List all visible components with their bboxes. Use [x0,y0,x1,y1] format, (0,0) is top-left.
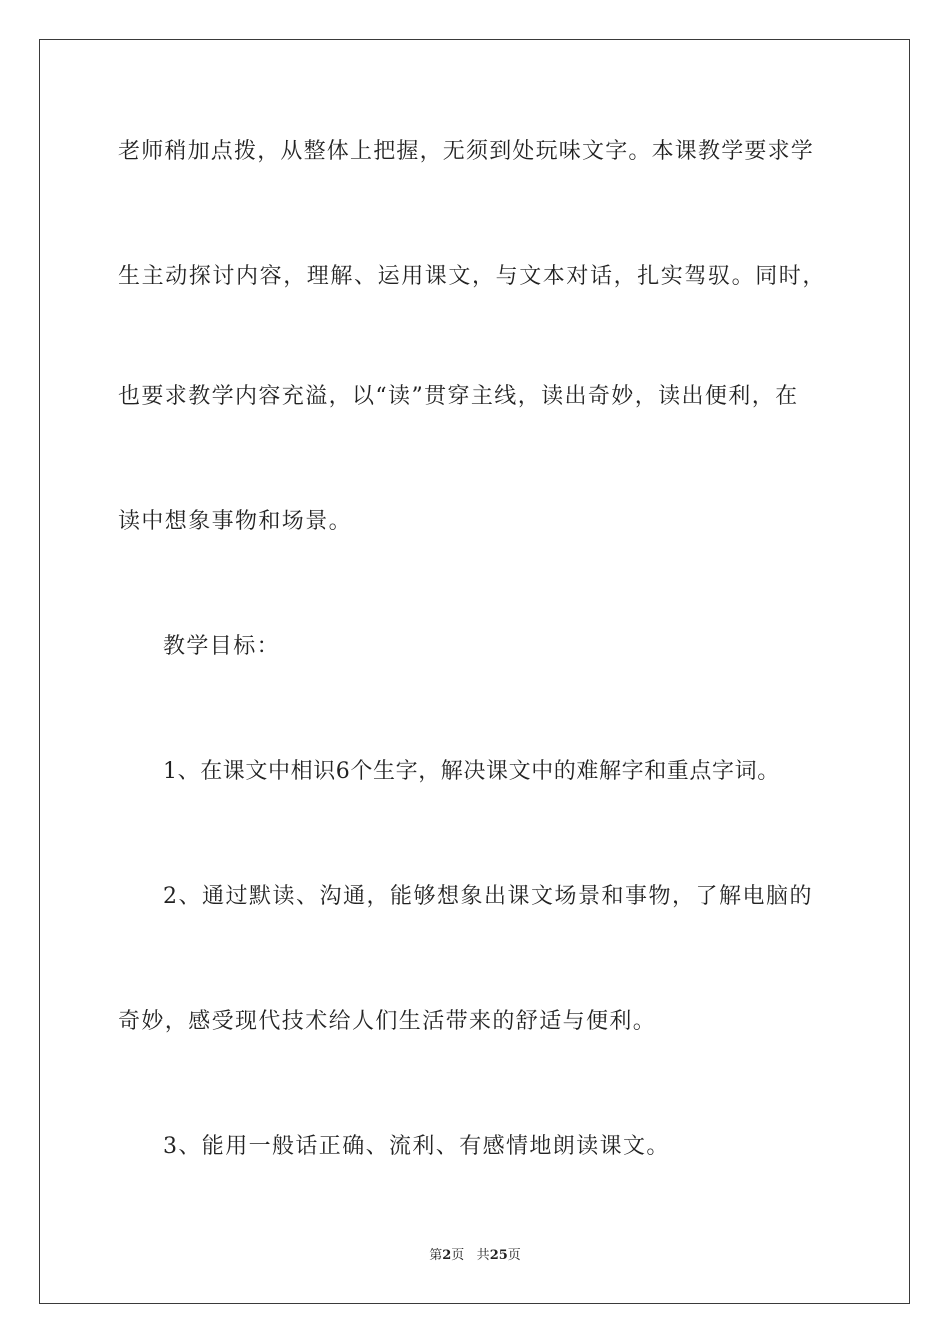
body-text-line: 读中想象事物和场景。 [118,509,353,534]
page-suffix: 页 [451,1248,465,1263]
objective-item-2: 2、通过默读、沟通，能够想象出课文场景和事物，了解电脑的 [163,884,813,909]
page-border [39,39,910,1304]
total-pages: 25 [489,1248,508,1263]
body-text-line: 也要求教学内容充溢，以“读”贯穿主线，读出奇妙，读出便利，在 [118,384,799,409]
objective-item-1: 1、在课文中相识6个生字，解决课文中的难解字和重点字词。 [163,759,780,784]
body-text-line: 生主动探讨内容，理解、运用课文，与文本对话，扎实驾驭。同时， [118,264,827,289]
objective-item-2-continued: 奇妙，感受现代技术给人们生活带来的舒适与便利。 [118,1009,657,1034]
total-suffix: 页 [507,1248,521,1263]
body-text-line: 老师稍加点拨，从整体上把握，无须到处玩味文字。本课教学要求学 [118,139,815,164]
page-number: 2 [442,1248,452,1263]
section-heading: 教学目标： [163,634,281,659]
objective-item-3: 3、能用一般话正确、流利、有感情地朗读课文。 [163,1134,670,1159]
page-footer [0,1247,950,1265]
page-prefix: 第 [429,1248,443,1263]
total-prefix: 共 [476,1248,490,1263]
